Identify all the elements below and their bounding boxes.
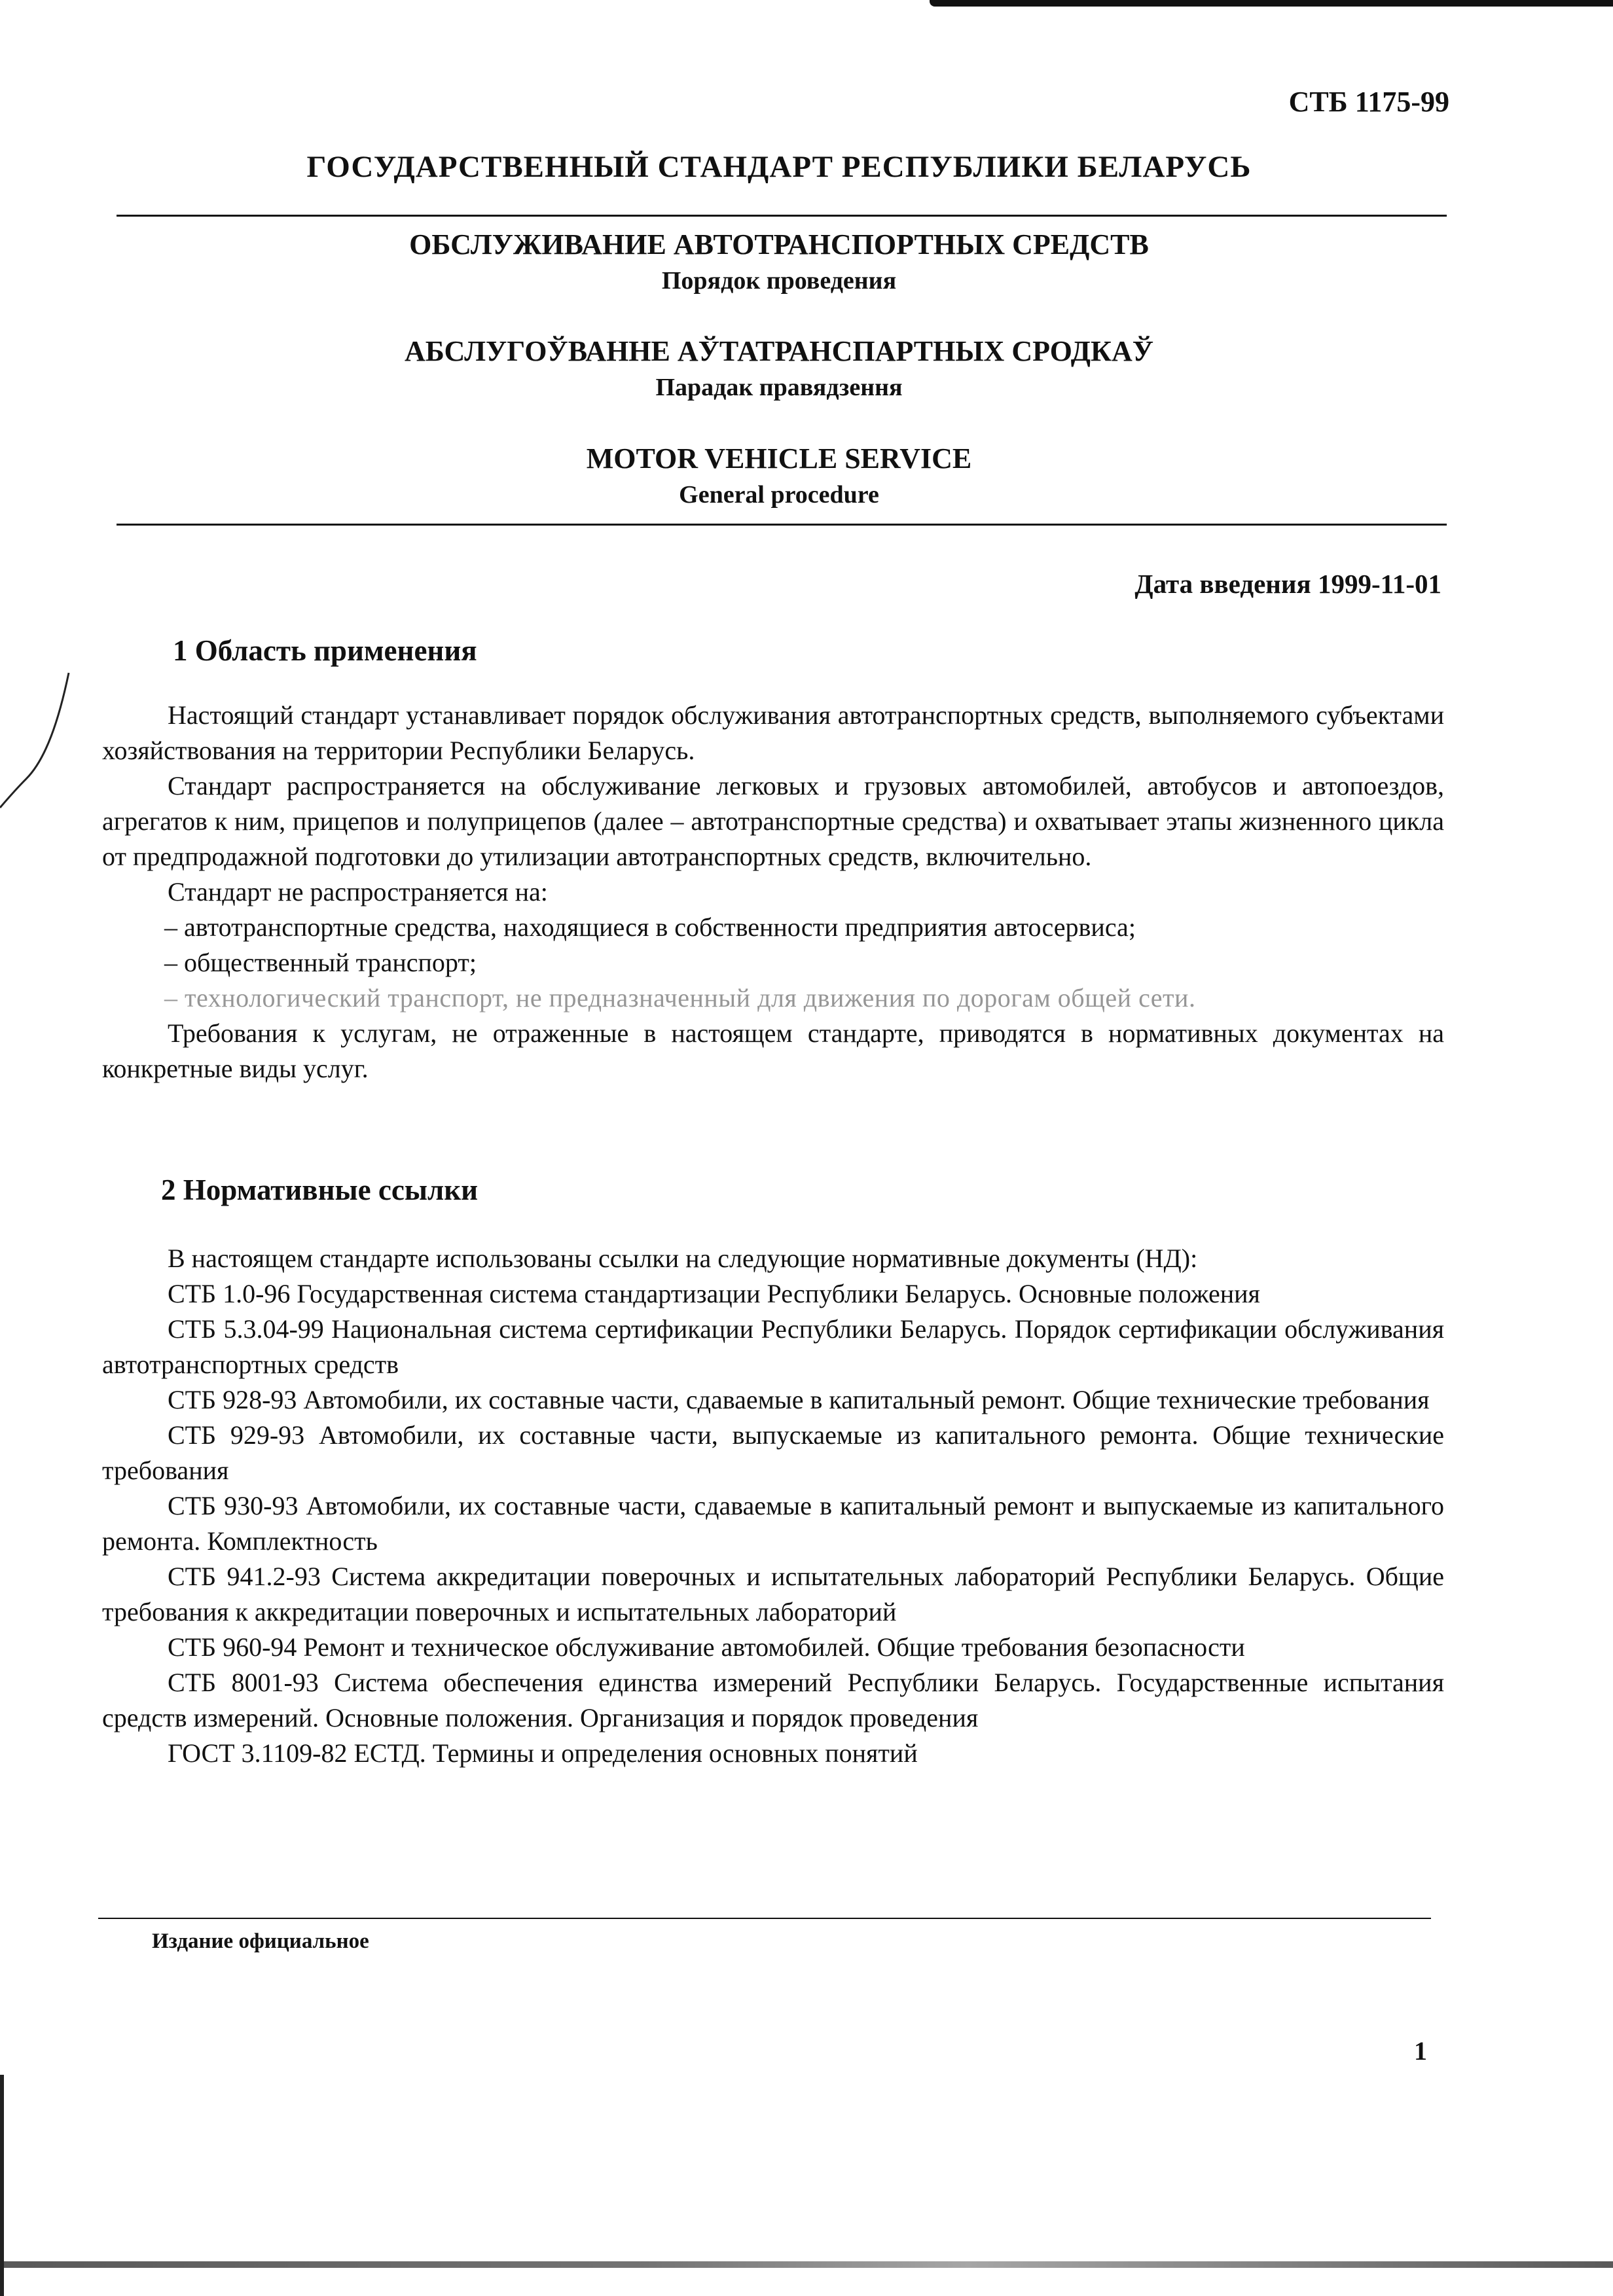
paragraph: В настоящем стандарте использованы ссылки на следующие нормативные документы (НД):: [168, 1244, 1198, 1273]
reference-item: СТБ 941.2-93 Система аккредитации поверочных и испытательных лабораторий Республики Беларусь. Общие требования к аккредитации поверочных и испытательных лабораторий: [102, 1562, 1444, 1626]
reference-item: СТБ 928-93 Автомобили, их составные части, сдаваемые в капитальный ремонт. Общие технические требования: [168, 1385, 1430, 1414]
date-of-introduction: Дата введения 1999-11-01: [1134, 569, 1441, 599]
official-edition-note: Издание официальное: [152, 1929, 369, 1953]
title-block-belarusian: [105, 332, 1453, 404]
header-rule-bottom: [117, 524, 1447, 526]
section-2-body: [102, 1241, 1444, 1771]
paragraph: Требования к услугам, не отраженные в настоящем стандарте, приводятся в нормативных документах на конкретные виды услуг.: [102, 1018, 1444, 1083]
standard-code: СТБ 1175-99: [1288, 86, 1449, 118]
list-item: – автотранспортные средства, находящиеся в собственности предприятия автосервиса;: [164, 912, 1136, 942]
reference-item: СТБ 960-94 Ремонт и техническое обслуживание автомобилей. Общие требования безопасности: [168, 1632, 1245, 1662]
header-title: ГОСУДАРСТВЕННЫЙ СТАНДАРТ РЕСПУБЛИКИ БЕЛАРУСЬ: [306, 150, 1252, 184]
title-block-english: [105, 440, 1453, 512]
pen-mark-drawing: [0, 668, 85, 818]
reference-item: ГОСТ 3.1109-82 ЕСТД. Термины и определения основных понятий: [168, 1738, 918, 1768]
list-item: – технологический транспорт, не предназначенный для движения по дорогам общей сети.: [164, 983, 1196, 1013]
title-main-ru: ОБСЛУЖИВАНИЕ АВТОТРАНСПОРТНЫХ СРЕДСТВ: [409, 228, 1149, 260]
section-1-body: [102, 698, 1444, 1086]
reference-item: СТБ 929-93 Автомобили, их составные части, выпускаемые из капитального ремонта. Общие технические требования: [102, 1420, 1444, 1485]
title-sub-en: General procedure: [679, 481, 879, 509]
header-rule-top: [117, 215, 1447, 217]
section-1-heading: 1 Область применения: [173, 634, 477, 667]
reference-item: СТБ 930-93 Автомобили, их составные части, сдаваемые в капитальный ремонт и выпускаемые из капитального ремонта. Комплектность: [102, 1491, 1444, 1556]
title-main-be: АБСЛУГОЎВАННЕ АЎТАТРАНСПАРТНЫХ СРОДКАЎ: [404, 335, 1154, 367]
paragraph: Стандарт не распространяется на:: [168, 877, 548, 906]
reference-item: СТБ 1.0-96 Государственная система стандартизации Республики Беларусь. Основные положения: [168, 1279, 1260, 1308]
list-item: – общественный транспорт;: [164, 948, 477, 977]
title-block-russian: [105, 226, 1453, 298]
paragraph: Стандарт распространяется на обслуживание легковых и грузовых автомобилей, автобусов и автопоездов, агрегатов к ним, прицепов и полуприцепов (далее – автотранспортные средства) и охватывает этапы жизненного цикла от предпродажной подготовки до утилизации автотранспортных средств, включительно.: [102, 771, 1444, 871]
page-number: 1: [1414, 2036, 1427, 2066]
footer-rule: [98, 1918, 1431, 1919]
title-sub-be: Парадак правядзення: [655, 374, 903, 401]
paragraph: Настоящий стандарт устанавливает порядок обслуживания автотранспортных средств, выполняемого субъектами хозяйствования на территории Республики Беларусь.: [102, 700, 1444, 765]
scan-edge-top: [930, 0, 1613, 7]
title-main-en: MOTOR VEHICLE SERVICE: [586, 442, 972, 475]
scan-edge-bottom: [0, 2261, 1613, 2268]
section-2-heading: 2 Нормативные ссылки: [161, 1174, 479, 1206]
reference-item: СТБ 5.3.04-99 Национальная система сертификации Республики Беларусь. Порядок сертификации обслуживания автотранспортных средств: [102, 1314, 1444, 1379]
title-sub-ru: Порядок проведения: [661, 267, 897, 295]
reference-item: СТБ 8001-93 Система обеспечения единства измерений Республики Беларусь. Государственные испытания средств измерений. Основные положения. Организация и порядок проведения: [102, 1668, 1444, 1732]
